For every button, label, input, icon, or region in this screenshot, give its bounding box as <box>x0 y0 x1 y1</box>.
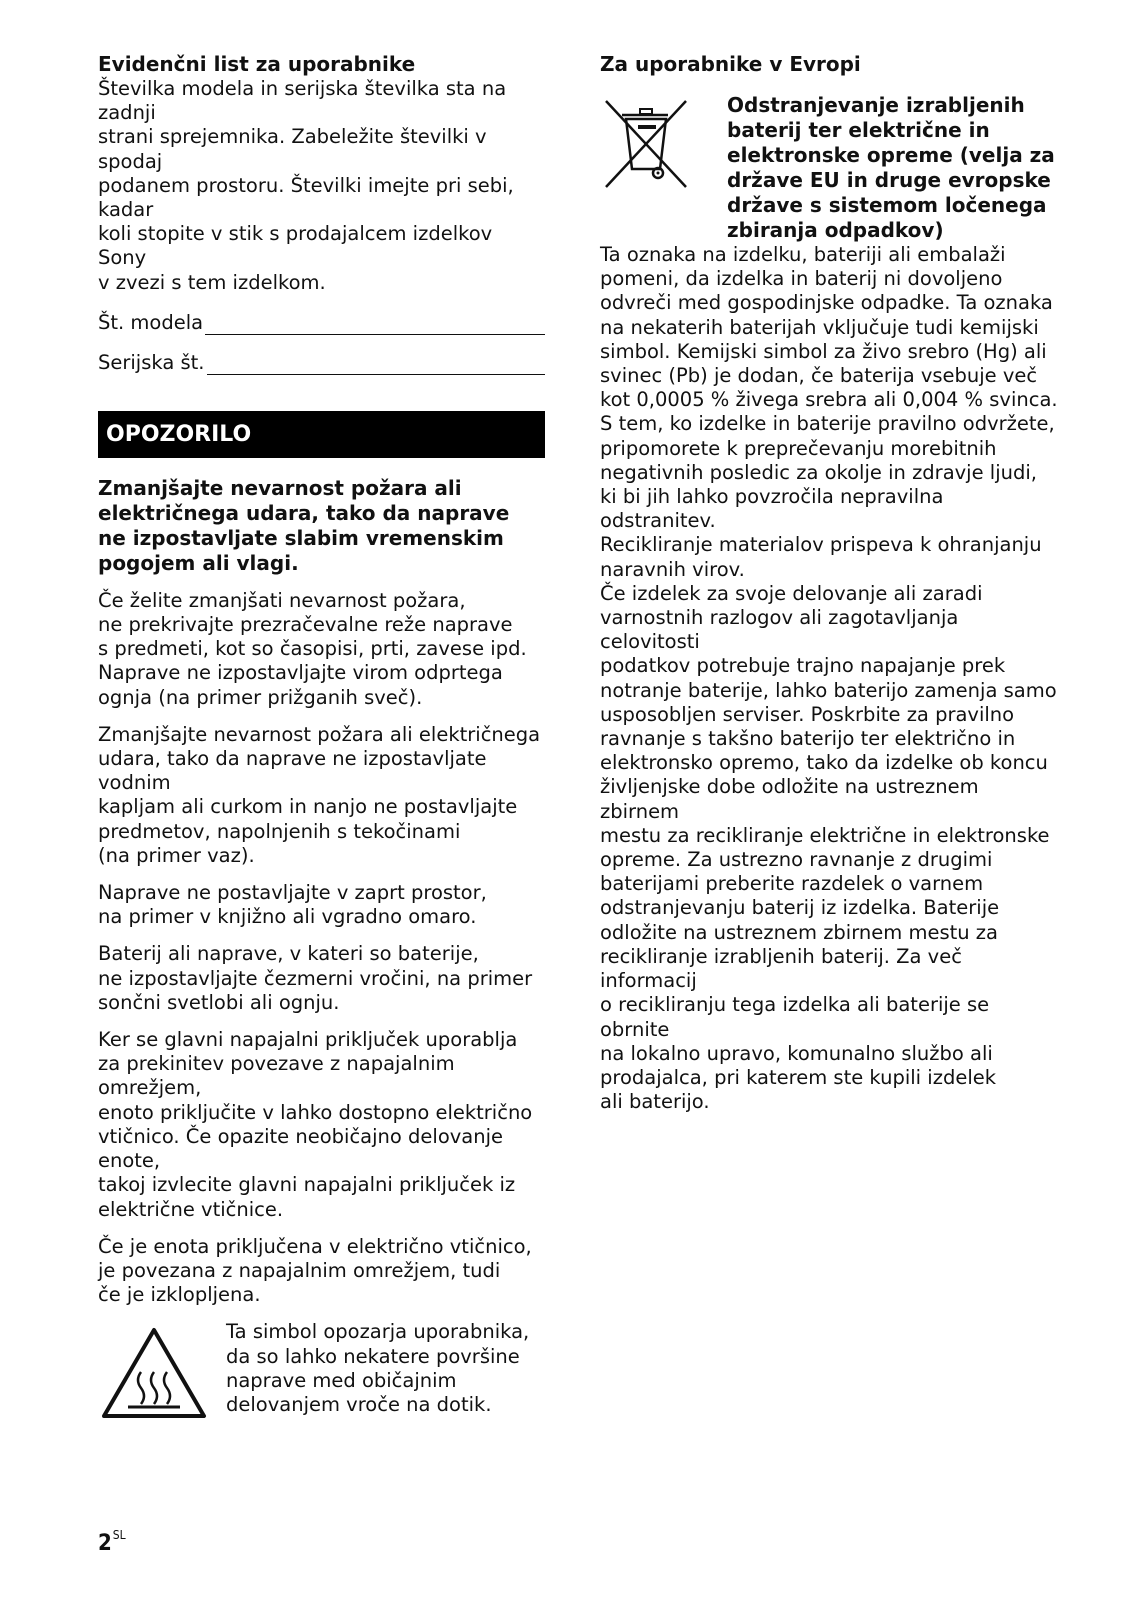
warning-lead: Zmanjšajte nevarnost požara ali električnega udara, tako da naprave ne izpostavljate slabim vremenskim pogojem ali vlagi. <box>98 475 510 575</box>
serial-number-label: Serijska št. <box>98 350 205 374</box>
disposal-heading-block <box>600 93 1060 243</box>
serial-number-line <box>207 354 546 375</box>
page-number-value: 2 <box>98 1531 112 1556</box>
crossed-out-wheeled-bin-icon <box>600 95 692 191</box>
left-column <box>98 52 545 1430</box>
warning-title-bar: OPOZORILO <box>98 411 545 458</box>
eu-users-heading: Za uporabnike v Evropi <box>600 52 861 76</box>
right-column <box>600 52 1060 1114</box>
model-number-label: Št. modela <box>98 310 204 334</box>
disposal-text-1: Ta oznaka na izdelku, bateriji ali embalaži pomeni, da izdelka in baterij ni dovoljeno odvreči med gospodinjske odpadke. Ta oznaka na nekaterih baterijah vključuje tudi kemijski simbol. Kemijski simbol za živo srebro (Hg) ali svinec (Pb) je dodan, če baterija vsebuje več kot 0,0005 % živega srebra ali 0,004 % svinca. S tem, ko izdelke in baterije pravilno odvržete, pripomorete k preprečevanju morebitnih negativnih posledic za okolje in zdravje ljudi, ki bi jih lahko povzročila nepravilna odstranitev. Recikliranje materialov prispeva k ohranjanju naravnih virov. <box>600 243 1058 581</box>
warning-paragraph-2: Zmanjšajte nevarnost požara ali električnega udara, tako da naprave ne izpostavljate vodnim kapljam ali curkom in nanjo ne postavljajte predmetov, napolnjenih s tekočinami (na primer vaz). <box>98 722 541 867</box>
warning-paragraph-5: Ker se glavni napajalni priključek uporablja za prekinitev povezave z napajalnim omrežjem, enoto priključite v lahko dostopno električno vtičnico. Če opazite neobičajno delovanje enote, takoj izvlecite glavni napajalni priključek iz električne vtičnice. <box>98 1028 533 1221</box>
warning-paragraph-6: Če je enota priključena v električno vtičnico, je povezana z napajalnim omrežjem, tudi če je izklopljena. <box>98 1234 532 1307</box>
hot-surface-text: Ta simbol opozarja uporabnika, da so lahko nekatere površine naprave med običajnim delovanjem vroče na dotik. <box>226 1320 530 1416</box>
warning-paragraph-3: Naprave ne postavljajte v zaprt prostor, na primer v knjižno ali vgradno omaro. <box>98 881 487 929</box>
disposal-heading: Odstranjevanje izrabljenih baterij ter električne in elektronske opreme (velja za države EU in druge evropske države s sistemom ločenega zbiranja odpadkov) <box>727 93 1055 242</box>
record-heading: Evidenčni list za uporabnike <box>98 52 416 76</box>
page-number <box>98 1528 126 1556</box>
record-text: Številka modela in serijska številka sta na zadnji strani sprejemnika. Zabeležite številki v spodaj podanem prostoru. Številki imejte pri sebi, kadar koli stopite v stik s prodajalcem izdelkov Sony v zvezi s tem izdelkom. <box>98 77 514 294</box>
serial-number-field[interactable] <box>98 348 545 375</box>
warning-paragraph-4: Baterij ali naprave, v kateri so baterije, ne izpostavljajte čezmerni vročini, na primer sončni svetlobi ali ognju. <box>98 942 533 1014</box>
disposal-text-2: Če izdelek za svoje delovanje ali zaradi varnostnih razlogov ali zagotavljanja celovitosti podatkov potrebuje trajno napajanje prek notranje baterije, lahko baterijo zamenja samo usposobljen serviser. Poskrbite za pravilno ravnanje s takšno baterijo ter električno in elektronsko opremo, tako da izdelke ob koncu življenjske dobe odložite na ustreznem zbirnem mestu za recikliranje električne in elektronske opreme. Za ustrezno ravnanje z drugimi baterijami preberite razdelek o varnem odstranjevanju baterij iz izdelka. Baterije odložite na ustreznem zbirnem mestu za recikliranje izrabljenih baterij. Za več informacij o recikliranju tega izdelka ali baterije se obrnite na lokalno upravo, komunalno službo ali prodajalca, pri katerem ste kupili izdelek ali baterijo. <box>600 581 1057 1114</box>
model-number-field[interactable] <box>98 308 545 335</box>
model-number-line <box>205 314 545 335</box>
language-code: SL <box>112 1528 126 1542</box>
warning-paragraph-1: Če želite zmanjšati nevarnost požara, ne prekrivajte prezračevalne reže naprave s predmeti, kot so časopisi, prti, zavese ipd. Naprave ne izpostavljajte virom odprtega ognja (na primer prižganih sveč). <box>98 588 527 709</box>
hot-surface-notice <box>98 1320 545 1430</box>
hot-surface-warning-icon <box>100 1326 208 1422</box>
